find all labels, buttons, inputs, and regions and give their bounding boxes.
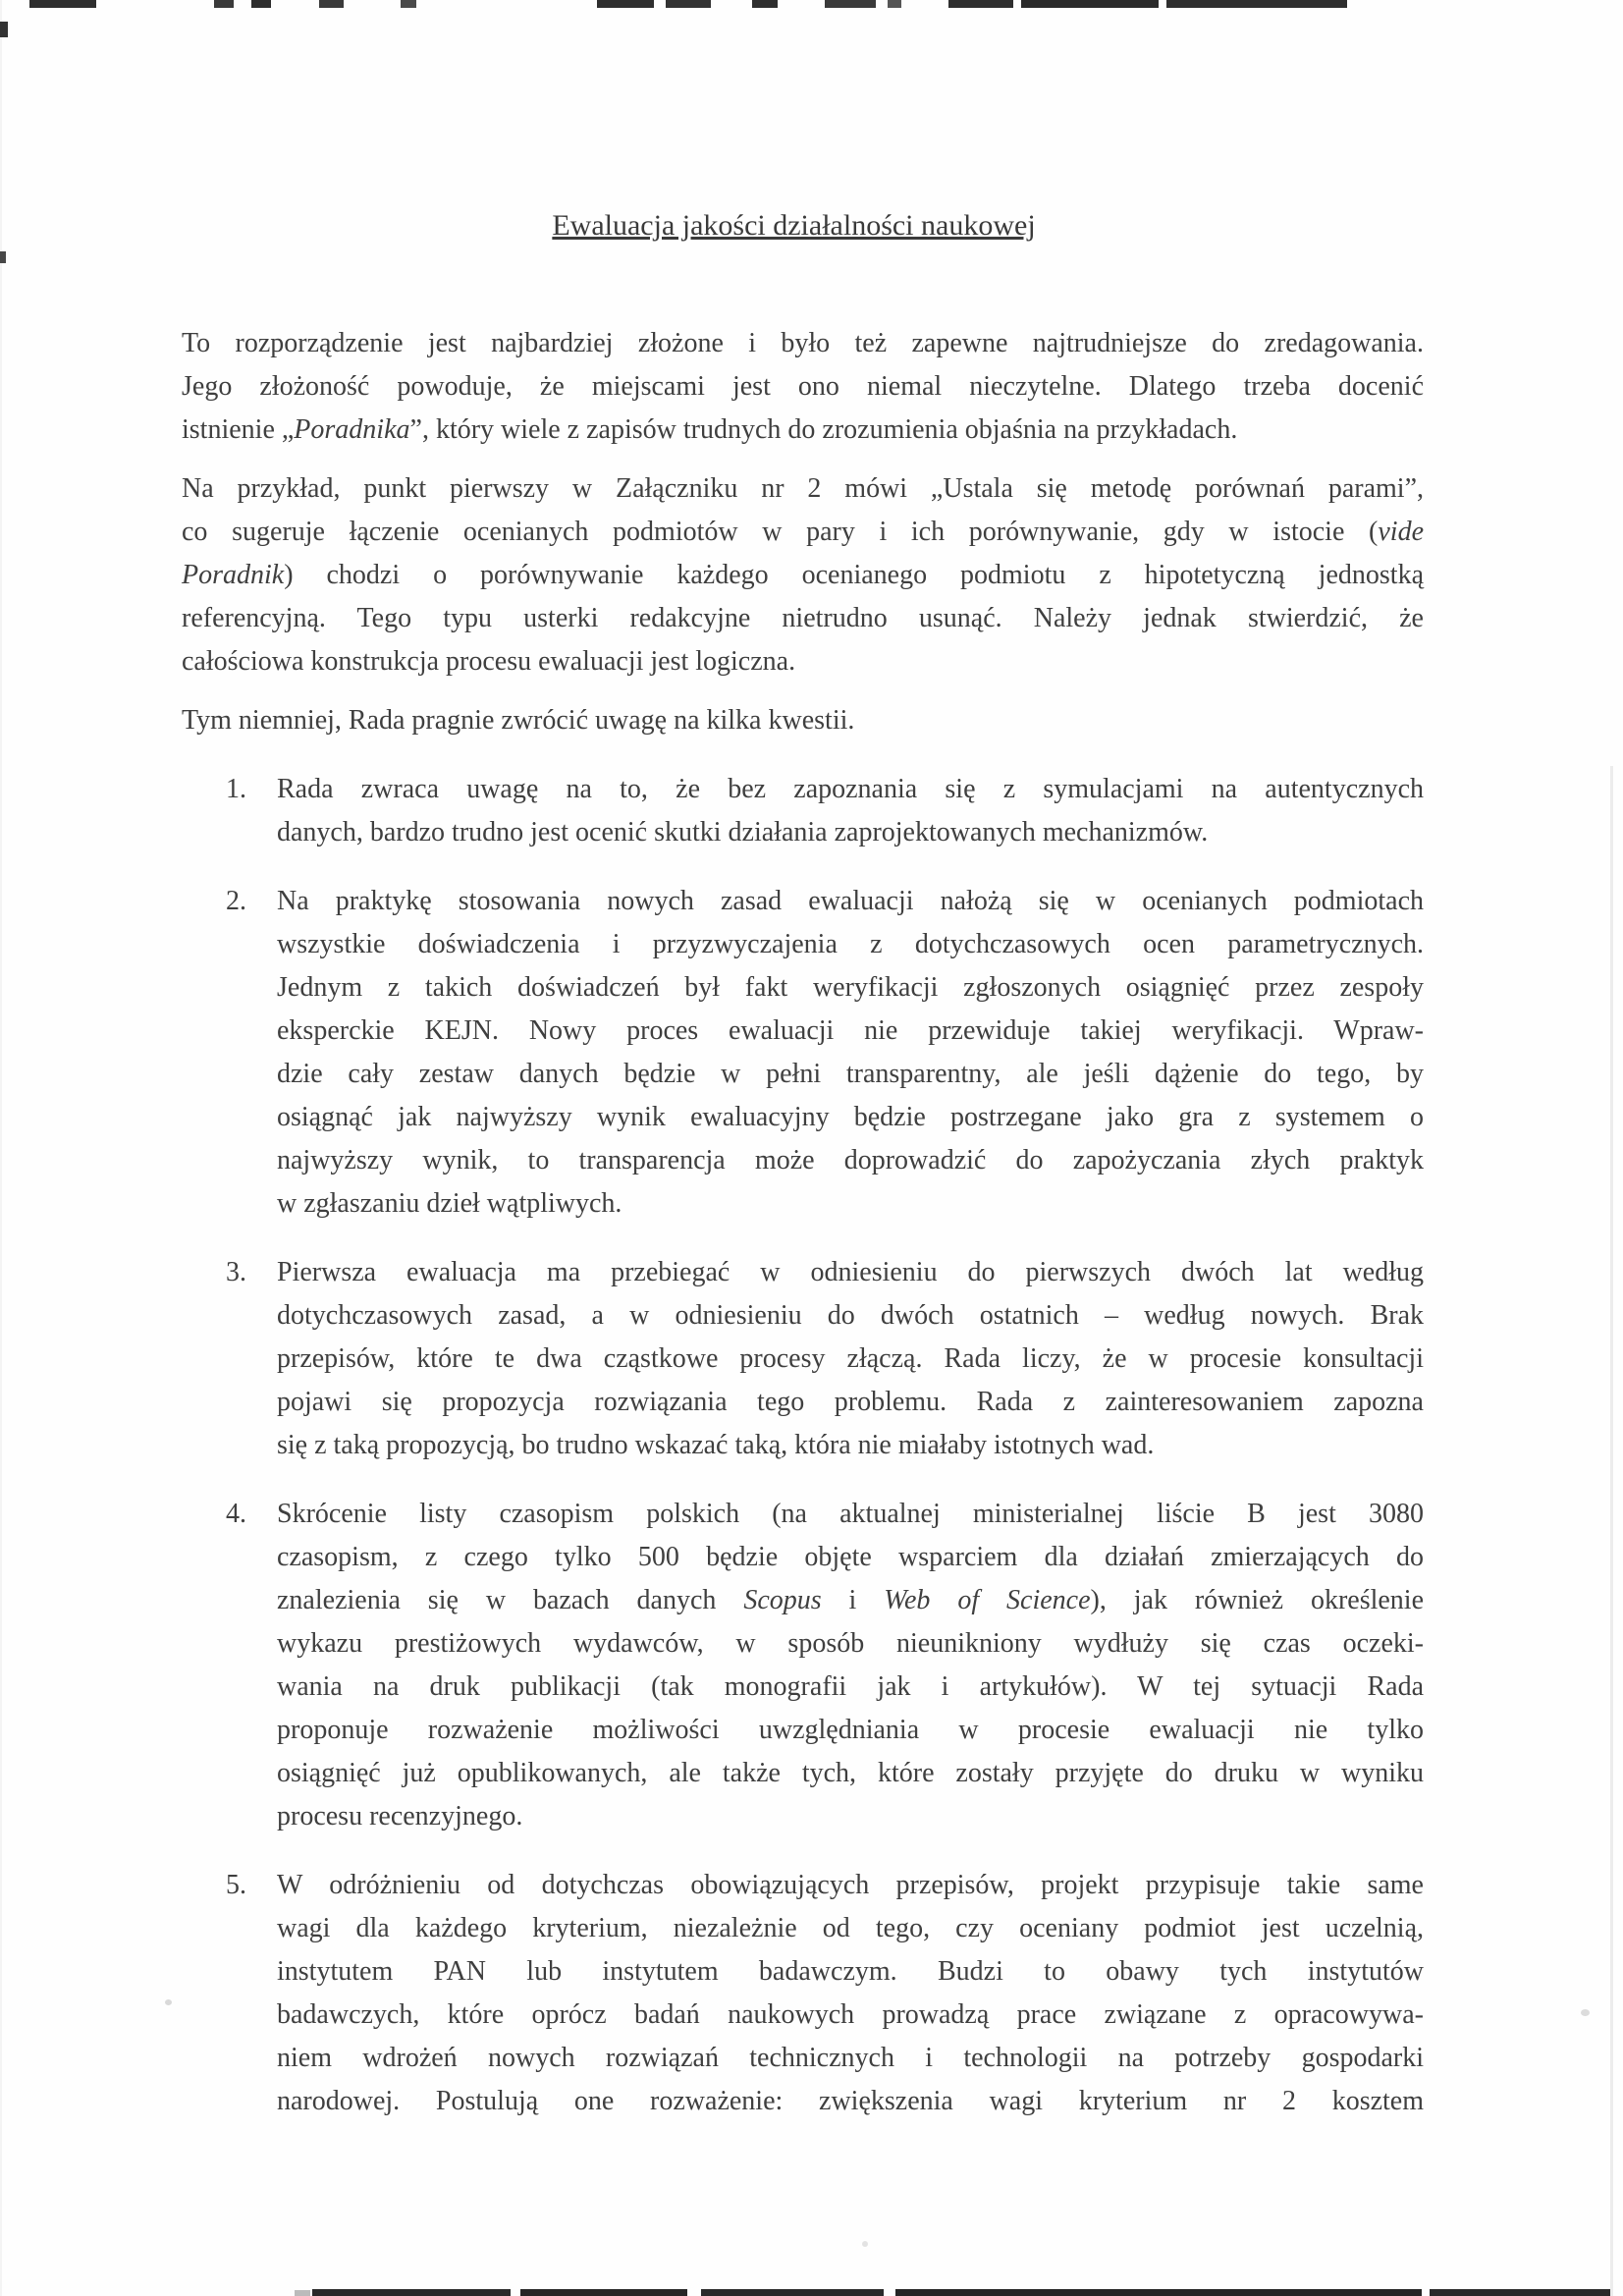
text-line — [277, 1338, 1424, 1381]
scan-speck — [862, 2241, 868, 2247]
scan-left-edge-strip — [0, 0, 2, 2296]
text-line — [182, 511, 1424, 554]
text-line — [277, 1053, 1424, 1096]
text-line — [277, 880, 1424, 923]
scan-right-fold-line — [1610, 766, 1613, 2296]
text-line — [182, 409, 1424, 452]
text-line — [277, 2080, 1424, 2123]
text-line — [277, 1096, 1424, 1139]
text-line — [277, 1182, 1424, 1226]
text-run: najwyższy wynik, to transparencja może doprowadzić do zapożyczania złych praktyk — [277, 1145, 1424, 1175]
text-run: dotychczasowych zasad, a w odniesieniu do dwóch ostatnich – według nowych. Brak — [277, 1300, 1424, 1331]
text-line — [277, 1666, 1424, 1709]
text-run: Jego złożoność powoduje, że miejscami jest ono niemal nieczytelne. Dlatego trzeba docenić — [182, 371, 1424, 402]
text-line — [277, 1709, 1424, 1752]
text-line — [277, 1536, 1424, 1579]
paragraph — [182, 322, 1424, 452]
list-item — [182, 1864, 1424, 2123]
list-number: 5. — [226, 1870, 246, 1900]
text-line — [182, 699, 1424, 742]
text-run: eksperckie KEJN. Nowy proces ewaluacji nie przewiduje takiej weryfikacji. Wpraw- — [277, 1015, 1424, 1046]
text-run: badawczych, które oprócz badań naukowych prowadzą prace związane z opracowywa- — [277, 1999, 1424, 2030]
text-line — [277, 1493, 1424, 1536]
text-run: Pierwsza ewaluacja ma przebiegać w odniesieniu do pierwszych dwóch lat według — [277, 1257, 1424, 1287]
text-run: wagi dla każdego kryterium, niezależnie od tego, czy oceniany podmiot jest uczelnią, — [277, 1913, 1424, 1943]
text-line — [277, 1994, 1424, 2037]
text-run: ”, który wiele z zapisów trudnych do zrozumienia objaśnia na przykładach. — [409, 414, 1238, 445]
text-line — [277, 1907, 1424, 1950]
paragraph — [182, 467, 1424, 683]
text-run: proponuje rozważenie możliwości uwzględniania w procesie ewaluacji nie tylko — [277, 1715, 1424, 1745]
text-run: Na przykład, punkt pierwszy w Załączniku nr 2 mówi „Ustala się metodę porównań parami”, — [182, 473, 1424, 504]
text-line — [277, 1381, 1424, 1424]
list-item — [182, 768, 1424, 854]
text-line — [182, 322, 1424, 365]
text-run: znalezienia się w bazach danych — [277, 1585, 744, 1615]
scan-artifact — [312, 2289, 511, 2296]
scan-artifact — [29, 0, 96, 8]
text-run: Jednym z takich doświadczeń był fakt weryfikacji zgłoszonych osiągnięć przez zespoły — [277, 972, 1424, 1003]
text-line — [277, 811, 1424, 854]
document-content — [182, 0, 1424, 2123]
list-number: 4. — [226, 1499, 246, 1529]
scan-artifact — [295, 2290, 310, 2296]
text-run: instytutem PAN lub instytutem badawczym. Budzi to obawy tych instytutów — [277, 1956, 1424, 1987]
text-line — [277, 1139, 1424, 1182]
text-run: osiągnąć jak najwyższy wynik ewaluacyjny będzie postrzegane jako gra z systemem o — [277, 1102, 1424, 1132]
scan-artifact — [895, 2289, 1422, 2296]
text-line — [182, 554, 1424, 597]
document-body — [182, 322, 1424, 2123]
text-run: procesu recenzyjnego. — [277, 1801, 523, 1831]
text-line — [277, 768, 1424, 811]
text-run: Rada zwraca uwagę na to, że bez zapoznania się z symulacjami na autentycznych — [277, 774, 1424, 804]
text-line — [277, 1864, 1424, 1907]
text-line — [182, 597, 1424, 640]
text-run: W odróżnieniu od dotychczas obowiązujących przepisów, projekt przypisuje takie same — [277, 1870, 1424, 1900]
text-line — [277, 1251, 1424, 1294]
text-line — [277, 1010, 1424, 1053]
scan-artifact — [1430, 2289, 1612, 2296]
document-title: Ewaluacja jakości działalności naukowej — [552, 209, 1036, 242]
text-line — [277, 1424, 1424, 1467]
text-run: Tym niemniej, Rada pragnie zwrócić uwagę na kilka kwestii. — [182, 705, 855, 736]
italic-text-run: Poradnik — [182, 560, 285, 590]
text-run: całościowa konstrukcja procesu ewaluacji jest logiczna. — [182, 646, 796, 677]
text-line — [182, 467, 1424, 511]
list-number: 3. — [226, 1257, 246, 1287]
text-run: ), jak również określenie — [1090, 1585, 1425, 1615]
text-line — [277, 2037, 1424, 2080]
list-item — [182, 1493, 1424, 1838]
text-run: ) chodzi o porównywanie każdego ocenianego podmiotu z hipotetyczną jednostką — [284, 560, 1424, 590]
text-line — [277, 966, 1424, 1010]
text-run: istnienie „ — [182, 414, 295, 445]
paragraph — [182, 699, 1424, 742]
text-run: się z taką propozycją, bo trudno wskazać taką, która nie miałaby istotnych wad. — [277, 1430, 1155, 1460]
text-line — [277, 1752, 1424, 1795]
text-run: Na praktykę stosowania nowych zasad ewaluacji nałożą się w ocenianych podmiotach — [277, 886, 1424, 916]
text-run: pojawi się propozycja rozwiązania tego problemu. Rada z zainteresowaniem zapozna — [277, 1387, 1424, 1417]
list-number: 1. — [226, 774, 246, 804]
scan-artifact — [520, 2289, 687, 2296]
italic-text-run: vide — [1378, 517, 1424, 547]
text-run: w zgłaszaniu dzieł wątpliwych. — [277, 1188, 622, 1219]
scan-mark-left — [0, 22, 8, 37]
text-run: wykazu prestiżowych wydawców, w sposób nieunikniony wydłuży się czas oczeki- — [277, 1628, 1424, 1659]
text-run: i — [821, 1585, 885, 1615]
text-line — [277, 1622, 1424, 1666]
text-line — [277, 923, 1424, 966]
text-run: niem wdrożeń nowych rozwiązań technicznych i technologii na potrzeby gospodarki — [277, 2043, 1424, 2073]
italic-text-run: Scopus — [743, 1585, 822, 1615]
text-run: referencyjną. Tego typu usterki redakcyjne nietrudno usunąć. Należy jednak stwierdzić, że — [182, 603, 1424, 633]
text-line — [277, 1795, 1424, 1838]
text-line — [277, 1950, 1424, 1994]
italic-text-run: Poradnika — [294, 414, 410, 445]
scan-speck — [1581, 2009, 1590, 2016]
text-line — [277, 1579, 1424, 1622]
text-run: co sugeruje łączenie ocenianych podmiotów w pary i ich porównywanie, gdy w istocie ( — [182, 517, 1379, 547]
text-run: narodowej. Postulują one rozważenie: zwiększenia wagi kryterium nr 2 kosztem — [277, 2086, 1424, 2116]
text-run: czasopism, z czego tylko 500 będzie objęte wsparciem dla działań zmierzających do — [277, 1542, 1424, 1572]
scan-speck — [165, 1999, 172, 2005]
text-run: wszystkie doświadczenia i przyzwyczajenia z dotychczasowych ocen parametrycznych. — [277, 929, 1424, 959]
text-run: wania na druk publikacji (tak monografii jak i artykułów). W tej sytuacji Rada — [277, 1671, 1424, 1702]
list-number: 2. — [226, 886, 246, 916]
text-run: Skrócenie listy czasopism polskich (na aktualnej ministerialnej liście B jest 3080 — [277, 1499, 1424, 1529]
text-run: osiągnięć już opublikowanych, ale także tych, które zostały przyjęte do druku w wyniku — [277, 1758, 1424, 1788]
text-line — [182, 640, 1424, 683]
list-item — [182, 880, 1424, 1226]
text-line — [277, 1294, 1424, 1338]
text-line — [182, 365, 1424, 409]
scan-artifact — [701, 2289, 884, 2296]
text-run: To rozporządzenie jest najbardziej złożone i było też zapewne najtrudniejsze do zredagowania. — [182, 328, 1424, 358]
text-run: przepisów, które te dwa cząstkowe procesy złączą. Rada liczy, że w procesie konsultacji — [277, 1343, 1424, 1374]
list-item — [182, 1251, 1424, 1467]
italic-text-run: Web of Science — [884, 1585, 1091, 1615]
scan-mark-left — [0, 251, 6, 263]
text-run: danych, bardzo trudno jest ocenić skutki działania zaprojektowanych mechanizmów. — [277, 817, 1209, 847]
text-run: dzie cały zestaw danych będzie w pełni transparentny, ale jeśli dążenie do tego, by — [277, 1059, 1424, 1089]
